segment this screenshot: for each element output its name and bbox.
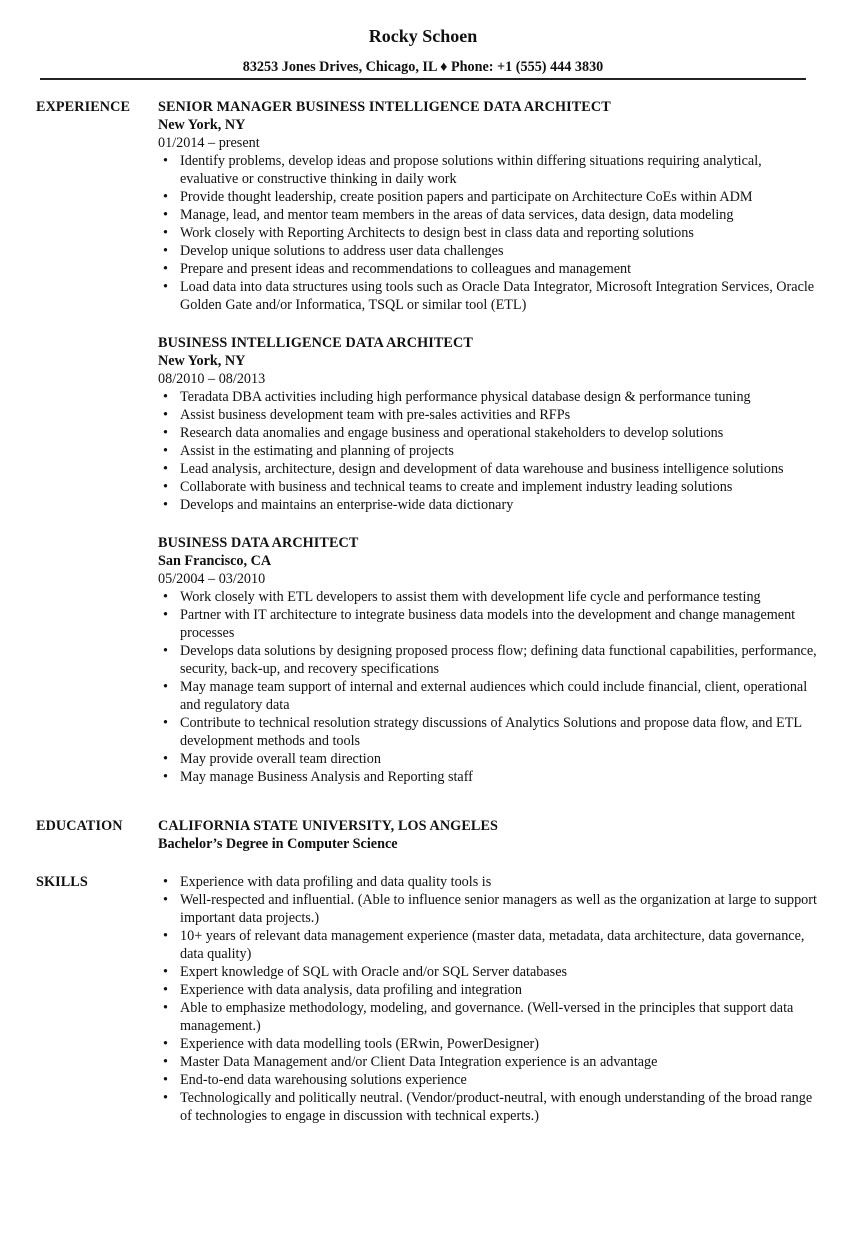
bullet-dot-icon: •	[163, 1090, 168, 1106]
job-entry	[158, 534, 818, 786]
bullet-dot-icon: •	[163, 769, 168, 785]
bullet-dot-icon: •	[163, 261, 168, 277]
list-item-text: Master Data Management and/or Client Data Integration experience is an advantage	[180, 1054, 658, 1070]
list-item-text: Able to emphasize methodology, modeling, and governance. (Well-versed in the principles that support data management.)	[180, 1000, 794, 1034]
list-item-text: Contribute to technical resolution strategy discussions of Analytics Solutions and propose data flow, and ETL development methods and tools	[180, 715, 802, 749]
list-item-text: Partner with IT architecture to integrate business data models into the development and change management processes	[180, 607, 796, 641]
job-title: BUSINESS DATA ARCHITECT	[158, 535, 359, 551]
candidate-name: Rocky Schoen	[368, 26, 478, 46]
list-item-text: Prepare and present ideas and recommendations to colleagues and management	[180, 261, 632, 277]
skills-list	[158, 873, 818, 1125]
list-item	[158, 496, 818, 514]
degree-name: Bachelor’s Degree in Computer Science	[158, 836, 398, 852]
bullet-dot-icon: •	[163, 189, 168, 205]
bullet-dot-icon: •	[163, 679, 168, 695]
bullet-dot-icon: •	[163, 225, 168, 241]
bullet-dot-icon: •	[163, 643, 168, 659]
list-item	[158, 388, 818, 406]
list-item-text: End-to-end data warehousing solutions experience	[180, 1072, 467, 1088]
list-item-text: Develop unique solutions to address user data challenges	[180, 243, 504, 259]
job-location: San Francisco, CA	[158, 553, 272, 569]
list-item	[158, 1035, 818, 1053]
bullet-dot-icon: •	[163, 443, 168, 459]
list-item-text: Experience with data analysis, data profiling and integration	[180, 982, 522, 998]
list-item	[158, 224, 818, 242]
list-item-text: Assist business development team with pre-sales activities and RFPs	[180, 407, 571, 423]
list-item-text: Research data anomalies and engage business and operational stakeholders to develop solutions	[180, 425, 724, 441]
job-bullets	[158, 388, 818, 514]
list-item	[158, 714, 818, 750]
list-item	[158, 152, 818, 188]
list-item-text: Develops data solutions by designing proposed process flow; defining data functional capabilities, performance, security, back-up, and recovery specifications	[180, 643, 817, 677]
education-entry	[158, 817, 818, 853]
list-item-text: Experience with data modelling tools (ERwin, PowerDesigner)	[180, 1036, 539, 1052]
job-title: SENIOR MANAGER BUSINESS INTELLIGENCE DATA ARCHITECT	[158, 99, 611, 115]
bullet-dot-icon: •	[163, 982, 168, 998]
bullet-dot-icon: •	[163, 279, 168, 295]
list-item	[158, 927, 818, 963]
list-item-text: Work closely with Reporting Architects to design best in class data and reporting solutions	[180, 225, 694, 241]
list-item	[158, 891, 818, 927]
job-bullets	[158, 152, 818, 314]
list-item	[158, 678, 818, 714]
job-dates: 01/2014 – present	[158, 135, 260, 151]
list-item-text: Lead analysis, architecture, design and development of data warehouse and business intelligence solutions	[180, 461, 784, 477]
school-name: CALIFORNIA STATE UNIVERSITY, LOS ANGELES	[158, 818, 498, 834]
bullet-dot-icon: •	[163, 589, 168, 605]
job-entry	[158, 98, 818, 314]
list-item	[158, 1053, 818, 1071]
list-item	[158, 442, 818, 460]
header-divider	[40, 78, 806, 80]
list-item	[158, 188, 818, 206]
bullet-dot-icon: •	[163, 1036, 168, 1052]
job-location: New York, NY	[158, 117, 246, 133]
list-item	[158, 460, 818, 478]
list-item-text: Load data into data structures using tools such as Oracle Data Integrator, Microsoft Integration Services, Oracle Golden Gate and/or Informatica, TSQL or similar tool (ETL)	[180, 279, 815, 313]
list-item	[158, 406, 818, 424]
list-item-text: Well-respected and influential. (Able to influence senior managers as well as the organization at large to support important data projects.)	[180, 892, 817, 926]
bullet-dot-icon: •	[163, 751, 168, 767]
list-item	[158, 588, 818, 606]
list-item	[158, 606, 818, 642]
skills-list-wrap	[158, 873, 818, 1125]
contact-line: 83253 Jones Drives, Chicago, IL ♦ Phone: +1 (555) 444 3830	[242, 59, 604, 75]
list-item	[158, 242, 818, 260]
job-dates: 08/2010 – 08/2013	[158, 371, 266, 387]
bullet-dot-icon: •	[163, 1000, 168, 1016]
list-item-text: Develops and maintains an enterprise-wide data dictionary	[180, 497, 514, 513]
list-item-text: Identify problems, develop ideas and propose solutions within differing situations requiring analytical, evaluative or constructive thinking in daily work	[180, 153, 762, 187]
job-bullets	[158, 588, 818, 786]
list-item	[158, 206, 818, 224]
bullet-dot-icon: •	[163, 607, 168, 623]
bullet-dot-icon: •	[163, 461, 168, 477]
list-item-text: Teradata DBA activities including high performance physical database design & performance tuning	[180, 389, 751, 405]
experience-list	[158, 98, 818, 806]
list-item	[158, 981, 818, 999]
bullet-dot-icon: •	[163, 874, 168, 890]
list-item	[158, 963, 818, 981]
bullet-dot-icon: •	[163, 928, 168, 944]
list-item	[158, 768, 818, 786]
list-item-text: 10+ years of relevant data management experience (master data, metadata, data architecture, data governance, data quality)	[180, 928, 805, 962]
list-item-text: Manage, lead, and mentor team members in the areas of data services, data design, data modeling	[180, 207, 734, 223]
list-item	[158, 1071, 818, 1089]
list-item	[158, 1089, 818, 1125]
bullet-dot-icon: •	[163, 407, 168, 423]
list-item-text: May provide overall team direction	[180, 751, 381, 767]
experience-heading: EXPERIENCE	[36, 99, 131, 115]
bullet-dot-icon: •	[163, 207, 168, 223]
list-item	[158, 750, 818, 768]
bullet-dot-icon: •	[163, 1072, 168, 1088]
list-item-text: Provide thought leadership, create position papers and participate on Architecture CoEs within ADM	[180, 189, 753, 205]
list-item-text: Assist in the estimating and planning of projects	[180, 443, 454, 459]
bullet-dot-icon: •	[163, 243, 168, 259]
bullet-dot-icon: •	[163, 497, 168, 513]
list-item-text: Expert knowledge of SQL with Oracle and/or SQL Server databases	[180, 964, 568, 980]
bullet-dot-icon: •	[163, 389, 168, 405]
bullet-dot-icon: •	[163, 479, 168, 495]
list-item	[158, 873, 818, 891]
list-item-text: Technologically and politically neutral. (Vendor/product-neutral, with enough understanding of the broad range of technologies to engage in discussion with technical experts.)	[180, 1090, 813, 1124]
list-item	[158, 278, 818, 314]
list-item	[158, 642, 818, 678]
job-location: New York, NY	[158, 353, 246, 369]
list-item	[158, 424, 818, 442]
list-item-text: May manage Business Analysis and Reporting staff	[180, 769, 473, 785]
job-dates: 05/2004 – 03/2010	[158, 571, 266, 587]
bullet-dot-icon: •	[163, 892, 168, 908]
bullet-dot-icon: •	[163, 425, 168, 441]
job-entry	[158, 334, 818, 514]
list-item-text: Collaborate with business and technical teams to create and implement industry leading solutions	[180, 479, 733, 495]
job-title: BUSINESS INTELLIGENCE DATA ARCHITECT	[158, 335, 473, 351]
education-heading: EDUCATION	[36, 818, 123, 834]
list-item-text: May manage team support of internal and external audiences which could include financial, client, operational and regulatory data	[180, 679, 808, 713]
bullet-dot-icon: •	[163, 715, 168, 731]
skills-heading: SKILLS	[36, 874, 88, 890]
list-item	[158, 999, 818, 1035]
bullet-dot-icon: •	[163, 964, 168, 980]
bullet-dot-icon: •	[163, 1054, 168, 1070]
list-item	[158, 478, 818, 496]
list-item-text: Work closely with ETL developers to assist them with development life cycle and performance testing	[180, 589, 761, 605]
bullet-dot-icon: •	[163, 153, 168, 169]
list-item-text: Experience with data profiling and data quality tools is	[180, 874, 492, 890]
list-item	[158, 260, 818, 278]
